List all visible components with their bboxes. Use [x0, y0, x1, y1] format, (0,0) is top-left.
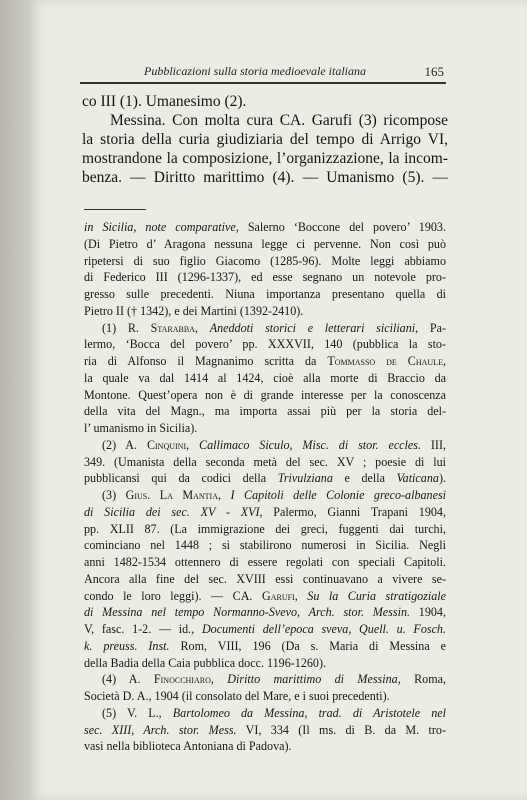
header-rule [80, 82, 446, 84]
italic-title: di Sicilia dei sec. XV - XVI, [84, 504, 263, 519]
footnote-text: Rom, VIII, 196 (Da s. Maria di Messina e [169, 638, 446, 653]
italic-title: Trivulziana [277, 471, 333, 486]
footnote-text: (3) [102, 488, 126, 502]
italic-title: Documenti dell’epoca sveva, Quell. u. Fosch. [201, 622, 447, 636]
binding-edge [0, 0, 30, 800]
footnote-text: (4) A. [102, 672, 154, 687]
italic-title: Callimaco Siculo, Misc. di stor. eccles. [199, 437, 422, 452]
footnote-text: , [194, 320, 210, 335]
footnote-line [84, 219, 446, 236]
footnote-line: lermo, ‘Bocca del povero’ pp. XXXVII, 140 (pubblica la sto- [84, 337, 446, 352]
footnote-line: l’ umanismo in Sicilia). [84, 421, 198, 435]
footnote-text: (1) R. [102, 320, 151, 335]
footnote-line [84, 671, 446, 688]
footnote-line: pp. XLII 87. (La immigrazione dei greci, fuggenti dai turchi, [84, 521, 446, 536]
author-name: Finocchiaro [153, 672, 211, 687]
main-line: la storia della curia giudiziaria del tempo di Arrigo VI, [82, 131, 448, 148]
footnote-line: 349. (Umanista della seconda metà del sec. XV ; poesie di lui [84, 454, 446, 469]
footnote-text: e della [332, 471, 397, 486]
footnote-continuation [84, 219, 446, 320]
footnote-line: vasi nella biblioteca Antoniana di Padova). [84, 739, 292, 754]
footnote-text: V, fasc. 1-2. — id., [84, 622, 202, 636]
footnote-line [84, 722, 446, 739]
footnote-rule [84, 209, 146, 210]
main-paragraph-2-cont [82, 130, 448, 187]
author-name: Cinquini [146, 437, 187, 452]
footnote-line: cominciano nel 1448 ; si stabilirono numerosi in Sicilia. Negli [84, 538, 446, 553]
main-text [82, 92, 448, 187]
footnote-line [84, 638, 446, 655]
author-name: Garufi [261, 588, 295, 603]
author-name: Tommasso de Chaule [327, 354, 443, 368]
running-title: Pubblicazioni sulla storia medioevale italiana [144, 64, 366, 78]
footnote-text: 1904, [410, 605, 447, 620]
footnote-text: Roma, [400, 672, 447, 687]
italic-title: k. preuss. Inst. [84, 638, 170, 653]
footnote-line: (Di Pietro d’ Aragona nessuna legge ci pervenne. Non così può [84, 236, 446, 251]
italic-title: sec. XIII, Arch. stor. Mess. [84, 722, 237, 737]
footnote-line: gresso sulle precedenti. Niuna importanza presentano quella di [84, 287, 446, 301]
footnote-line: della vita del Magn., ma importa assai più per la storia del- [84, 404, 446, 419]
footnote-1 [84, 320, 446, 437]
author-name: Gius. La Mantia [125, 488, 219, 502]
footnote-text: , [210, 672, 228, 687]
footnote-line [84, 621, 446, 638]
footnote-5 [84, 705, 446, 755]
footnote-text: Salerno ‘Boccone del povero’ 1903. [238, 220, 446, 234]
footnote-line: Pietro II († 1342), e dei Martini (1392-2410). [84, 303, 304, 318]
main-line: Messina. Con molta cura CA. Garufi (3) ricompose [110, 112, 448, 129]
footnote-text: , [218, 488, 231, 502]
footnote-line: anni 1482-1534 ottennero di essere regolati con speciali Capitoli. [84, 555, 446, 569]
footnote-text: , Pa- [415, 320, 447, 335]
footnote-text: , [442, 354, 446, 368]
footnote-text: ria di Alfonso il Magnanimo scritta da [84, 354, 328, 368]
author-name: Starabba [150, 320, 195, 335]
footnote-4 [84, 671, 446, 705]
footnote-text: III, [421, 437, 446, 452]
footnote-line [84, 487, 446, 504]
footnote-2 [84, 437, 446, 487]
footnotes [84, 219, 446, 755]
footnote-line: di Federico III (1296-1337), ed esse segnano un notevole pro- [84, 270, 446, 285]
italic-title: Aneddoti storici e letterari siciliani [209, 320, 416, 335]
footnote-line: la quale va dal 1414 al 1424, cioè alla morte di Braccio da [84, 370, 446, 385]
footnote-line [84, 588, 446, 605]
italic-title: in Sicilia, note comparative, [84, 220, 239, 234]
italic-title: di Messina nel tempo Normanno-Svevo, Arch. stor. Messin. [84, 605, 411, 620]
footnote-line: Ancora alla fine del sec. XVIII essi continuavano a vivere se- [84, 571, 446, 586]
footnote-3 [84, 487, 446, 671]
footnote-text: pubblicansi qui da codici della [84, 471, 278, 486]
italic-title: Vaticana [396, 471, 439, 486]
footnote-text: VI, 334 (Il ms. di B. da M. tro- [236, 722, 447, 737]
footnote-line [84, 604, 446, 621]
italic-title: I Capitoli delle Colonie greco-albanesi [230, 488, 447, 502]
italic-title: Su la Curia stratigoziale [307, 588, 447, 603]
footnote-text: (2) A. [102, 437, 147, 452]
italic-title: Bartolomeo da Messina, trad. di Aristotele nel [172, 705, 446, 720]
footnote-line: della Badia della Caia pubblica docc. 1196-1260). [84, 655, 327, 670]
footnote-line: Società D. A., 1904 (il consolato del Mare, e i suoi precedenti). [84, 689, 390, 703]
footnote-line [84, 705, 446, 722]
footnote-text: ). [438, 471, 446, 486]
footnote-text: , [186, 437, 200, 452]
footnote-line [84, 470, 446, 487]
footnote-text: , [294, 588, 308, 603]
italic-title: Diritto marittimo di Messina, [227, 672, 401, 687]
footnote-line [84, 437, 446, 454]
footnote-text: Palermo, Gianni Trapani 1904, [262, 504, 446, 519]
main-line: benza. — Diritto marittimo (4). — Umanismo (5). — [82, 169, 448, 186]
main-line: co III (1). Umanesimo (2). [82, 93, 247, 110]
main-line: mostrandone la composizione, l’organizzazione, la incom- [82, 150, 448, 167]
footnote-line: Montone. Quest’opera non è di grande interesse per la conoscenza [84, 387, 446, 402]
page-number: 165 [424, 64, 444, 79]
footnote-text: condo le loro leggi). — CA. [84, 588, 262, 603]
footnote-line: ripetersi di suo figlio Giacomo (1285-96). Molte leggi abbiamo [84, 253, 446, 268]
footnote-line [84, 353, 446, 370]
footnote-line [84, 320, 446, 337]
main-paragraph-1 [82, 92, 448, 111]
footnote-line [84, 504, 446, 521]
footnote-text: (5) V. L., [102, 705, 173, 720]
main-paragraph-2 [82, 111, 448, 130]
